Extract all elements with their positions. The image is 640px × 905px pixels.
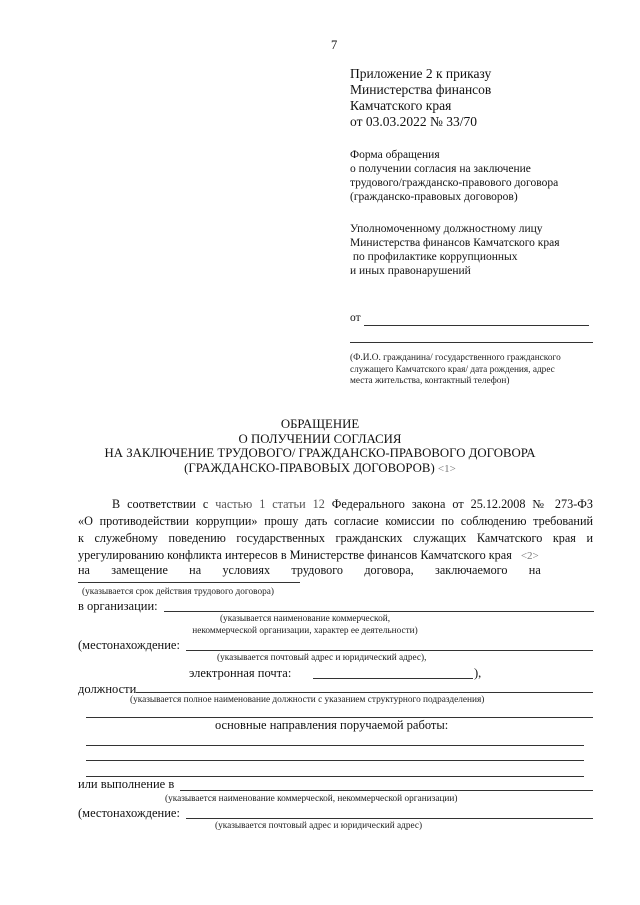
work-input-line-2[interactable] — [86, 760, 584, 761]
org-input-line[interactable] — [164, 611, 594, 612]
or-performing-hint: (указывается наименование коммерческой, некоммерческой организации) — [165, 794, 458, 804]
appendix-line-3: Камчатского края — [350, 98, 452, 113]
org-hint-1: (указывается наименование коммерческой, — [219, 614, 391, 624]
location2-label: (местонахождение: — [78, 806, 180, 820]
form-title-line-3: трудового/гражданско-правового договора — [350, 177, 559, 189]
body-line-4-text: урегулированию конфликта интересов в Министерстве финансов Камчатского края — [78, 548, 512, 562]
body-line-1-b: Федерального закона от 25.12.2008 № 273-ФЗ — [324, 497, 593, 511]
term-hint: (указывается срок действия трудового договора) — [82, 587, 274, 597]
from-hint-line-3: места жительства, контактный телефон) — [350, 376, 510, 386]
addressee-line-1: Уполномоченному должностному лицу — [350, 223, 543, 235]
appendix-line-4: от 03.03.2022 № 33/70 — [350, 114, 477, 129]
org-hint-2: некоммерческой организации, характер ее деятельности) — [192, 626, 418, 636]
footnote-ref-2[interactable]: <2> — [520, 550, 539, 562]
term-input-line[interactable] — [78, 582, 300, 583]
form-title-line-1: Форма обращения — [350, 149, 440, 161]
location2-input-line[interactable] — [186, 818, 593, 819]
law-link[interactable]: частью 1 статьи 12 — [215, 497, 325, 511]
appendix-line-2: Министерства финансов — [350, 82, 492, 97]
body-line-1-a: В соответствии с — [112, 497, 216, 511]
or-performing-label: или выполнение в — [78, 777, 175, 791]
footnote-ref-1[interactable]: <1> — [437, 462, 456, 475]
from-hint — [350, 353, 561, 388]
location2-hint: (указывается почтовый адрес и юридический адрес) — [215, 821, 423, 831]
title-line-1: ОБРАЩЕНИЕ — [280, 417, 360, 431]
email-input-line[interactable] — [313, 678, 473, 679]
work-directions-label: основные направления поручаемой работы: — [215, 718, 449, 732]
or-performing-input-line[interactable] — [180, 790, 593, 791]
body-line-4 — [78, 548, 593, 563]
org-label: в организации: — [78, 599, 158, 613]
position-label: должности — [78, 682, 137, 696]
from-input-line-2[interactable] — [350, 342, 593, 343]
email-close: ), — [474, 666, 482, 680]
title-line-3: НА ЗАКЛЮЧЕНИЕ ТРУДОВОГО/ ГРАЖДАНСКО-ПРАВОВОГО ДОГОВОРА — [104, 446, 536, 460]
from-label: от — [350, 312, 361, 324]
location-hint: (указывается почтовый адрес и юридический адрес), — [217, 653, 427, 663]
title-line-4-text: (ГРАЖДАНСКО-ПРАВОВЫХ ДОГОВОРОВ) — [184, 460, 435, 475]
body-line-3: к служебному поведению государственных гражданских служащих Камчатского края и — [78, 531, 593, 545]
position-input-line[interactable] — [136, 692, 593, 693]
addressee-line-2: Министерства финансов Камчатского края — [350, 237, 560, 249]
appendix-line-1: Приложение 2 к приказу — [350, 66, 492, 81]
page-number: 7 — [331, 38, 338, 52]
form-title-block — [350, 148, 558, 204]
location-input-line[interactable] — [186, 650, 593, 651]
appendix-header — [350, 66, 491, 130]
body-line-2: «О противодействии коррупции» прошу дать согласие комиссии по соблюдению требований — [78, 514, 593, 528]
addressee-block — [350, 222, 560, 278]
position-hint: (указывается полное наименование должности с указанием структурного подразделения) — [130, 695, 485, 705]
form-title-line-2: о получении согласия на заключение — [350, 163, 531, 175]
title-line-2: О ПОЛУЧЕНИИ СОГЛАСИЯ — [238, 431, 402, 446]
document-title — [0, 417, 640, 476]
from-hint-line-2: служащего Камчатского края/ дата рождения, адрес — [350, 364, 555, 375]
body-line-1 — [78, 497, 593, 512]
form-title-line-4: (гражданско-правовых договоров) — [350, 191, 518, 203]
title-line-4 — [0, 461, 640, 477]
email-label: электронная почта: — [189, 666, 292, 680]
from-input-line-1[interactable] — [364, 325, 589, 326]
addressee-line-3: по профилактике коррупционных — [350, 251, 518, 263]
from-hint-line-1: (Ф.И.О. гражданина/ государственного гражданского — [350, 353, 561, 363]
addressee-line-4: и иных правонарушений — [350, 265, 471, 277]
work-input-line-1[interactable] — [86, 745, 584, 746]
location-label: (местонахождение: — [78, 638, 180, 652]
body-line-5: на замещение на условиях трудового договора, заключаемого на — [78, 563, 541, 577]
